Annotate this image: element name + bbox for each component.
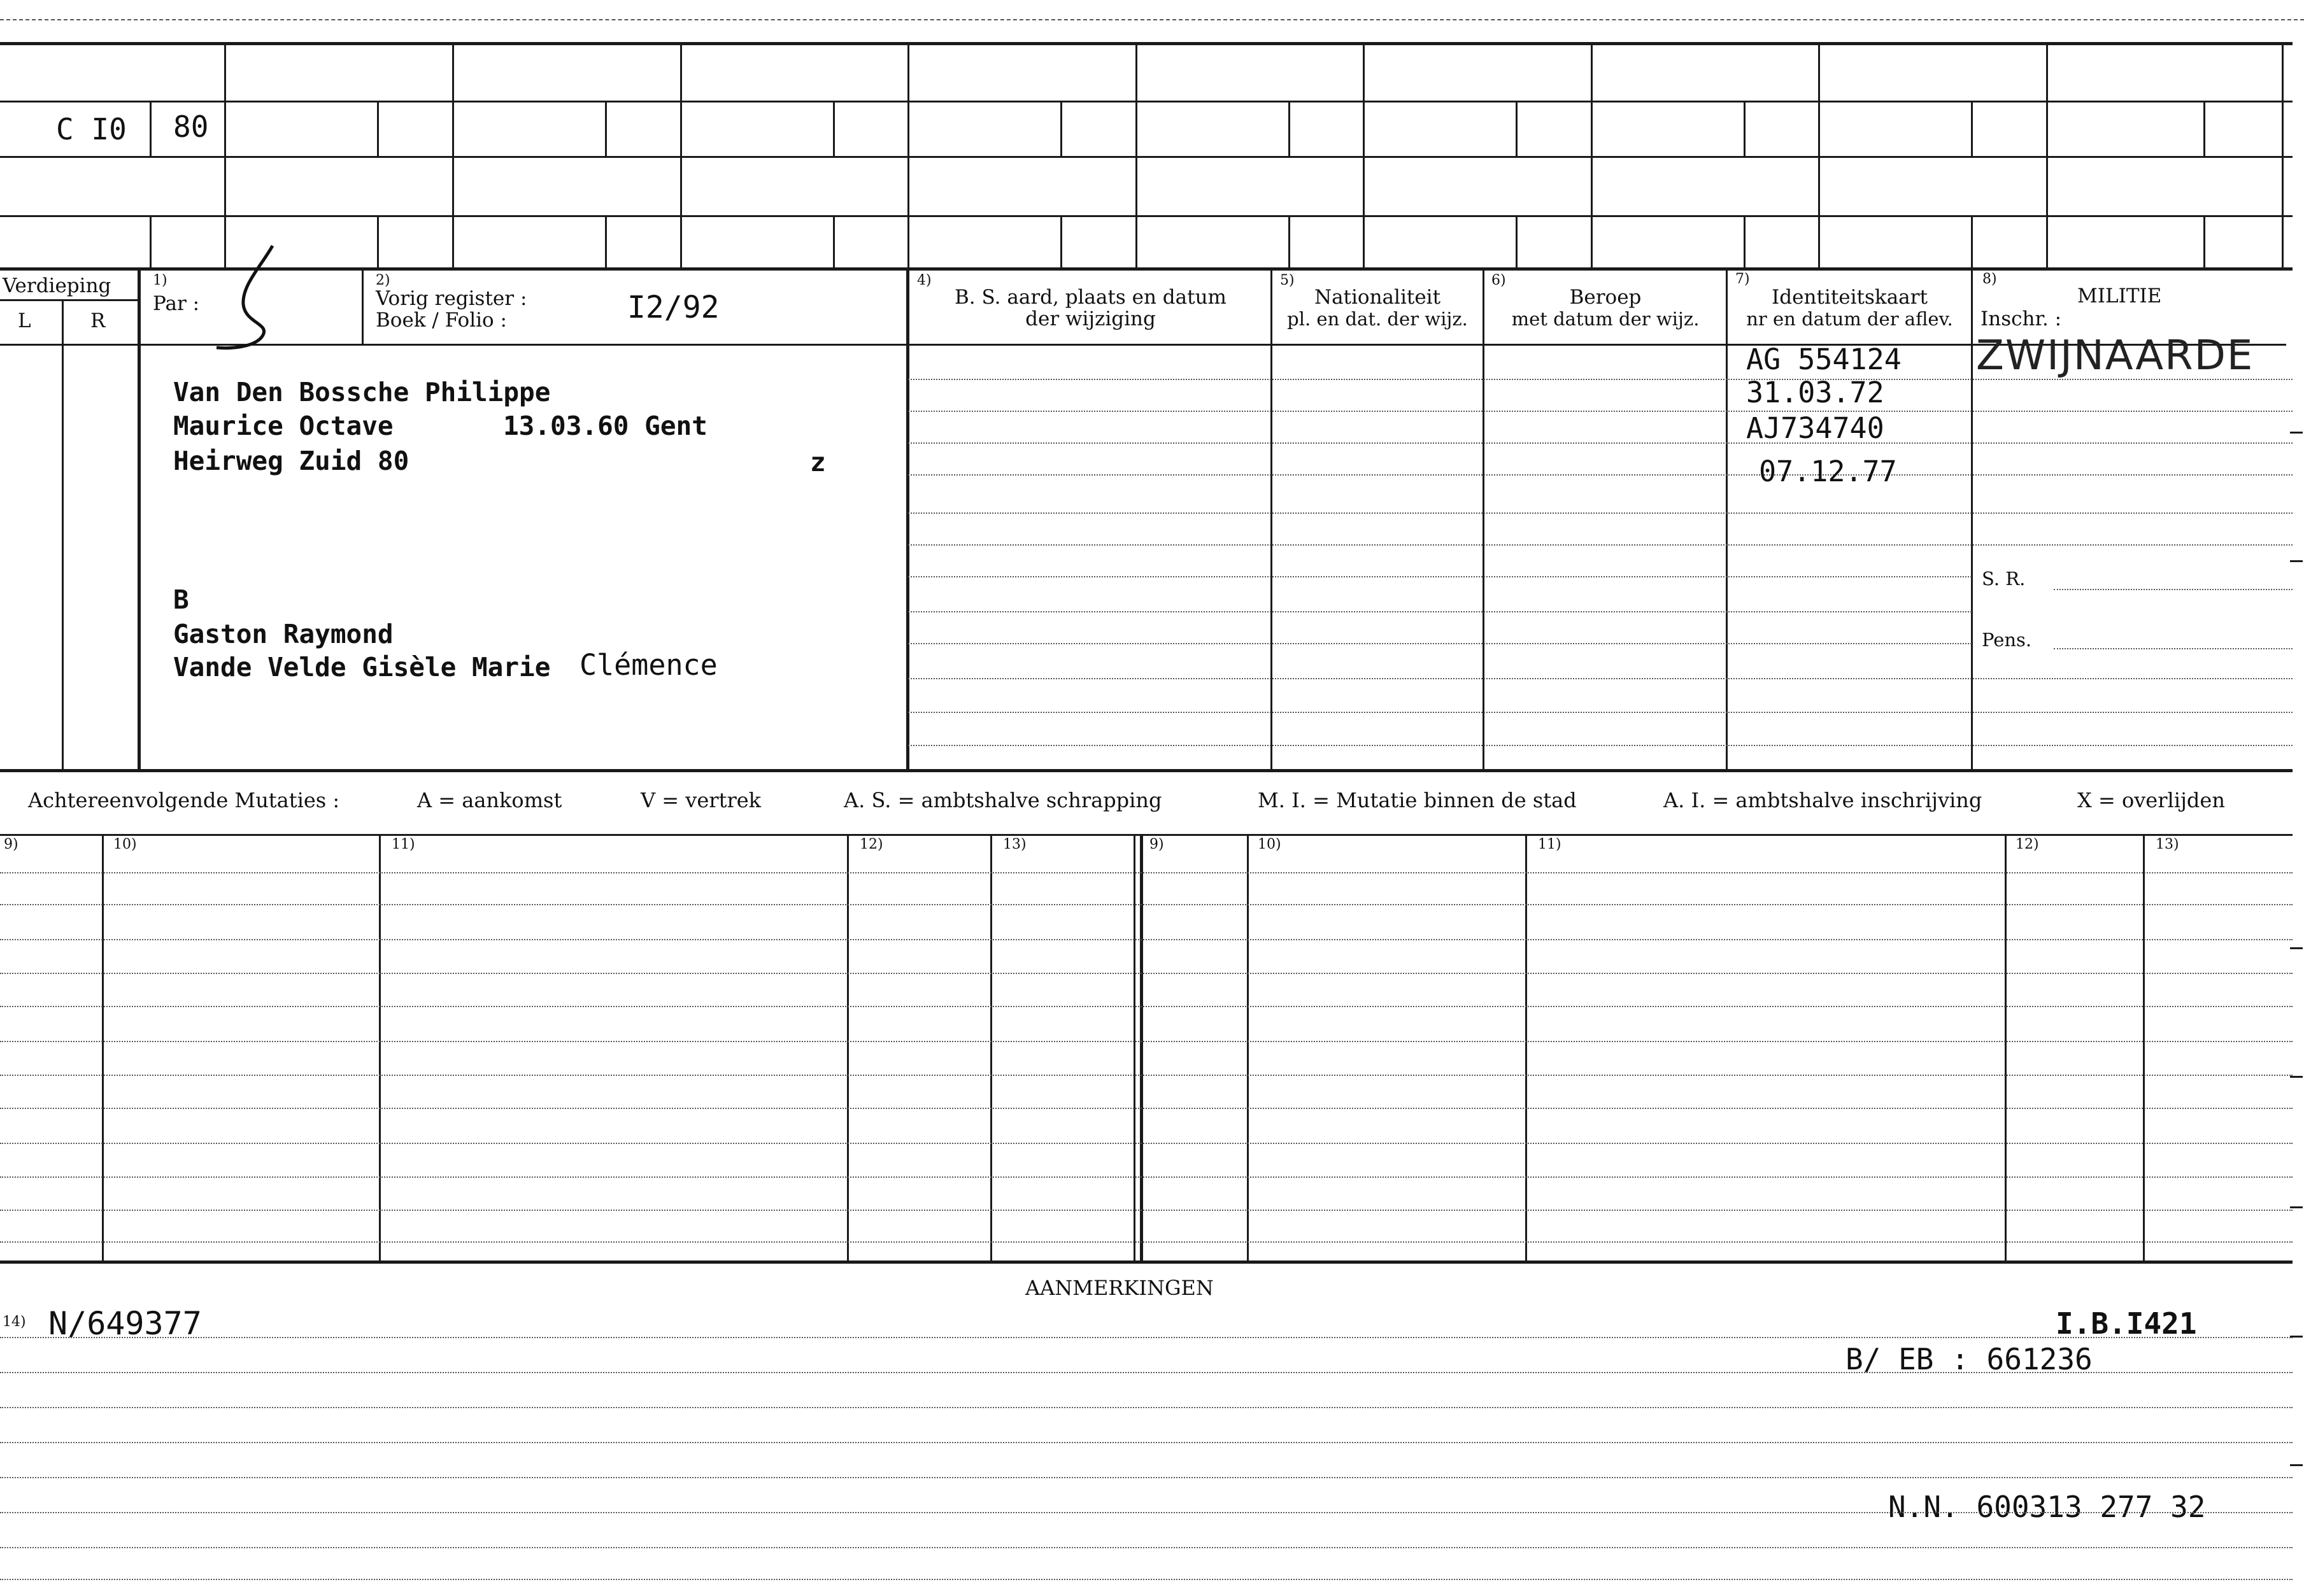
grid-line bbox=[377, 215, 379, 267]
remarks-ib: I.B.I421 bbox=[2056, 1306, 2197, 1341]
grid-line bbox=[1971, 101, 1973, 156]
birth-date-place: 13.03.60 Gent bbox=[503, 411, 708, 441]
grid-line bbox=[1288, 215, 1290, 267]
grid-line bbox=[362, 267, 364, 344]
id-card-number: AJ734740 bbox=[1746, 411, 1884, 445]
ruled-line bbox=[0, 1041, 2293, 1042]
ruled-line bbox=[0, 1547, 2293, 1548]
grid-line bbox=[377, 101, 379, 156]
vorig-register-label: Vorig register : bbox=[376, 287, 527, 310]
ruled-line bbox=[908, 678, 2293, 679]
ruled-line bbox=[0, 1176, 2293, 1178]
ruled-line bbox=[2054, 648, 2293, 649]
column-number: 12) bbox=[2016, 837, 2039, 852]
field-number: 6) bbox=[1491, 272, 1506, 288]
id-card-date: 07.12.77 bbox=[1759, 455, 1897, 488]
remarks-number: N/649377 bbox=[48, 1305, 202, 1342]
nationaliteit-label-1: Nationaliteit bbox=[1314, 286, 1441, 309]
identiteit-label-1: Identiteitskaart bbox=[1772, 286, 1928, 309]
remarks-title: AANMERKINGEN bbox=[1025, 1276, 1214, 1300]
ruled-line bbox=[0, 872, 2293, 873]
ruled-line bbox=[0, 1108, 2293, 1109]
remarks-beb: B/ EB : 661236 bbox=[1845, 1342, 2093, 1376]
card-number: 80 bbox=[173, 109, 209, 144]
grid-line bbox=[1744, 215, 1746, 267]
handwritten-mark bbox=[210, 241, 287, 355]
column-number: 10) bbox=[1258, 837, 1281, 852]
top-edge-line bbox=[0, 19, 2304, 20]
grid-line bbox=[0, 299, 138, 301]
register-value: I2/92 bbox=[627, 290, 720, 325]
column-number: 9) bbox=[1149, 837, 1164, 852]
column-number: 13) bbox=[1003, 837, 1027, 852]
grid-line bbox=[62, 299, 64, 769]
edge-tick bbox=[2290, 1076, 2303, 1078]
person-name-line: Van Den Bossche Philippe bbox=[173, 377, 551, 407]
grid-line bbox=[2282, 42, 2284, 267]
boek-folio-label: Boek / Folio : bbox=[376, 309, 507, 332]
field-number: 4) bbox=[917, 272, 932, 288]
grid-line bbox=[1516, 215, 1518, 267]
inschr-label: Inschr. : bbox=[1980, 307, 2062, 330]
person-name-line: Clémence bbox=[580, 648, 718, 682]
grid-line bbox=[907, 42, 909, 267]
edge-tick bbox=[2290, 947, 2303, 949]
grid-line bbox=[2203, 101, 2205, 156]
ruled-line bbox=[908, 512, 2293, 514]
remarks-nn: N.N. 600313 277 32 bbox=[1888, 1490, 2206, 1524]
ruled-line bbox=[0, 1006, 2293, 1007]
edge-tick bbox=[2290, 560, 2303, 562]
militie-label: MILITIE bbox=[2077, 285, 2162, 307]
field-number: 2) bbox=[376, 272, 390, 288]
address-line: Heirweg Zuid 80 bbox=[173, 446, 409, 476]
b-mark: B bbox=[173, 584, 189, 615]
field-number: 1) bbox=[153, 272, 167, 288]
section-bottom-line bbox=[0, 769, 2293, 772]
field-number: 5) bbox=[1280, 272, 1295, 288]
id-card-date: 31.03.72 bbox=[1746, 376, 1884, 409]
column-number: 11) bbox=[392, 837, 415, 852]
edge-tick bbox=[2290, 1464, 2303, 1466]
column-number: 11) bbox=[1538, 837, 1561, 852]
card-code: C I0 bbox=[56, 112, 127, 146]
legend-item: A = aankomst bbox=[417, 788, 562, 812]
header-bottom-line bbox=[0, 344, 2286, 346]
grid-line bbox=[1140, 834, 1143, 1261]
ruled-line bbox=[0, 1372, 2293, 1373]
grid-line bbox=[1726, 267, 1728, 769]
pens-label: Pens. bbox=[1982, 629, 2032, 651]
legend-item: A. S. = ambtshalve schrapping bbox=[844, 788, 1162, 812]
grid-line bbox=[1060, 101, 1062, 156]
ruled-line bbox=[0, 1337, 2293, 1338]
militia-stamp: ZWIJNAARDE bbox=[1976, 332, 2254, 379]
grid-line bbox=[150, 215, 152, 267]
grid-line bbox=[0, 834, 2293, 836]
id-card-number: AG 554124 bbox=[1746, 343, 1902, 376]
grid-line bbox=[1135, 42, 1137, 267]
ruled-line bbox=[908, 474, 2293, 476]
grid-line bbox=[833, 101, 835, 156]
legend-item: M. I. = Mutatie binnen de stad bbox=[1258, 788, 1577, 812]
ruled-line bbox=[908, 611, 1972, 612]
grid-line bbox=[1134, 834, 1135, 1261]
r-label: R bbox=[90, 309, 106, 332]
beroep-label-1: Beroep bbox=[1569, 286, 1642, 309]
grid-line bbox=[1247, 834, 1249, 1261]
nationaliteit-label-2: pl. en dat. der wijz. bbox=[1287, 308, 1468, 330]
grid-line bbox=[1483, 267, 1484, 769]
grid-line bbox=[906, 267, 909, 769]
edge-tick bbox=[2290, 1336, 2303, 1338]
ruled-line bbox=[908, 442, 2293, 444]
ruled-line bbox=[908, 745, 2293, 746]
legend-item: V = vertrek bbox=[641, 788, 762, 812]
grid-line bbox=[990, 834, 992, 1261]
column-number: 10) bbox=[113, 837, 137, 852]
ruled-line bbox=[0, 1075, 2293, 1076]
grid-line bbox=[1971, 267, 1973, 769]
column-number: 13) bbox=[2156, 837, 2179, 852]
grid-line bbox=[847, 834, 849, 1261]
legend-item: A. I. = ambtshalve inschrijving bbox=[1663, 788, 1982, 812]
grid-line bbox=[2046, 42, 2048, 267]
grid-line bbox=[605, 215, 607, 267]
grid-line bbox=[1270, 267, 1272, 769]
ruled-line bbox=[0, 1579, 2293, 1580]
grid-line bbox=[1744, 101, 1746, 156]
par-label: Par : bbox=[153, 292, 200, 315]
grid-line bbox=[138, 267, 141, 769]
grid-line bbox=[150, 101, 152, 156]
grid-line bbox=[1060, 215, 1062, 267]
grid-line bbox=[0, 1261, 2293, 1264]
grid-line bbox=[1516, 101, 1518, 156]
ruled-line bbox=[908, 576, 1972, 577]
field-number: 7) bbox=[1735, 271, 1750, 287]
identiteit-label-2: nr en datum der aflev. bbox=[1746, 308, 1953, 330]
grid-line bbox=[1288, 101, 1290, 156]
edge-tick bbox=[2290, 432, 2303, 434]
ruled-line bbox=[908, 712, 2293, 713]
grid-line bbox=[224, 42, 226, 267]
grid-line bbox=[452, 42, 454, 267]
legend-item: X = overlijden bbox=[2077, 788, 2225, 812]
bs-label-2: der wijziging bbox=[1025, 307, 1156, 330]
person-name-line: Maurice Octave bbox=[173, 411, 394, 441]
ruled-line bbox=[0, 1210, 2293, 1211]
bs-label-1: B. S. aard, plaats en datum bbox=[955, 286, 1227, 309]
ruled-line bbox=[0, 973, 2293, 974]
ruled-line bbox=[908, 411, 2293, 412]
ruled-line bbox=[0, 1143, 2293, 1144]
ruled-line bbox=[0, 1407, 2293, 1408]
grid-line bbox=[2143, 834, 2145, 1261]
ruled-line bbox=[0, 1512, 2293, 1513]
grid-line bbox=[1591, 42, 1593, 267]
edge-tick bbox=[2290, 1206, 2303, 1208]
z-mark: z bbox=[810, 447, 826, 477]
ruled-line bbox=[908, 544, 2293, 546]
ruled-line bbox=[0, 904, 2293, 905]
grid-line bbox=[605, 101, 607, 156]
l-label: L bbox=[18, 309, 31, 332]
grid-line bbox=[2005, 834, 2007, 1261]
grid-line bbox=[379, 834, 381, 1261]
field-number: 14) bbox=[3, 1314, 26, 1330]
ruled-line bbox=[0, 939, 2293, 940]
sr-label: S. R. bbox=[1982, 568, 2026, 590]
grid-line bbox=[0, 101, 2293, 102]
ruled-line bbox=[0, 1241, 2293, 1243]
ruled-line bbox=[908, 643, 1972, 644]
column-number: 9) bbox=[4, 837, 18, 852]
grid-line bbox=[0, 156, 2293, 158]
mutations-title: Achtereenvolgende Mutaties : bbox=[28, 788, 340, 812]
person-name-line: Vande Velde Gisèle Marie bbox=[173, 652, 551, 682]
grid-line bbox=[1363, 42, 1365, 267]
grid-line bbox=[1971, 215, 1973, 267]
grid-line bbox=[680, 42, 682, 267]
ruled-line bbox=[0, 1442, 2293, 1443]
grid-line bbox=[1818, 42, 1820, 267]
field-number: 8) bbox=[1982, 271, 1997, 287]
grid-line bbox=[2203, 215, 2205, 267]
ruled-line bbox=[2054, 589, 2293, 590]
grid-line bbox=[0, 215, 2293, 217]
beroep-label-2: met datum der wijz. bbox=[1511, 308, 1700, 330]
grid-line bbox=[0, 267, 2293, 271]
grid-line bbox=[1525, 834, 1527, 1261]
column-number: 12) bbox=[860, 837, 883, 852]
grid-line bbox=[833, 215, 835, 267]
verdieping-label: Verdieping bbox=[3, 274, 111, 297]
ruled-line bbox=[0, 1477, 2293, 1478]
grid-line bbox=[0, 42, 2293, 45]
person-name-line: Gaston Raymond bbox=[173, 619, 394, 649]
grid-line bbox=[102, 834, 104, 1261]
